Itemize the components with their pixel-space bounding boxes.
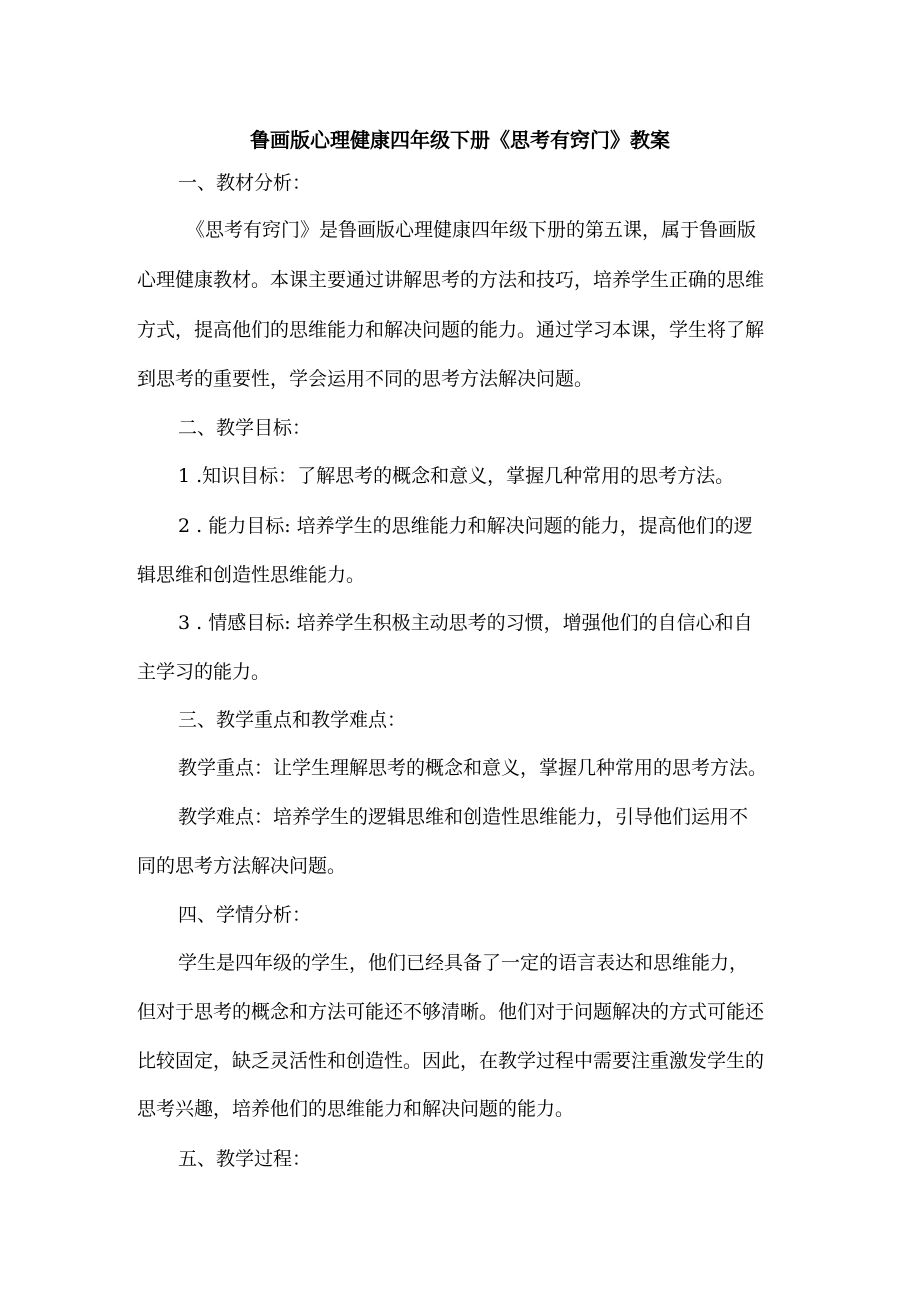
section-heading-teaching-process: 五、教学过程：	[178, 1148, 312, 1170]
paragraph-line: 但对于思考的概念和方法可能还不够清晰。他们对于问题解决的方式可能还	[137, 1001, 765, 1023]
paragraph-line: 到思考的重要性，学会运用不同的思考方法解决问题。	[137, 368, 594, 390]
difficulty-point-cont: 同的思考方法解决问题。	[137, 855, 347, 877]
goal-emotion-cont: 主学习的能力。	[137, 661, 271, 683]
paragraph-line: 心理健康教材。本课主要通过讲解思考的方法和技巧，培养学生正确的思维	[137, 269, 765, 291]
paragraph-line: 《思考有窍门》是鲁画版心理健康四年级下册的第五课，属于鲁画版	[186, 219, 757, 241]
key-point: 教学重点：让学生理解思考的概念和意义，掌握几种常用的思考方法。	[178, 757, 768, 779]
difficulty-point: 教学难点：培养学生的逻辑思维和创造性思维能力，引导他们运用不	[178, 806, 749, 828]
goal-ability-cont: 辑思维和创造性思维能力。	[137, 564, 366, 586]
section-heading-key-points: 三、教学重点和教学难点：	[178, 709, 407, 731]
paragraph-line: 学生是四年级的学生，他们已经具备了一定的语言表达和思维能力，	[178, 952, 749, 974]
paragraph-line: 思考兴趣，培养他们的思维能力和解决问题的能力。	[137, 1098, 575, 1120]
paragraph-line: 比较固定，缺乏灵活性和创造性。因此，在教学过程中需要注重激发学生的	[137, 1050, 765, 1072]
section-heading-materials: 一、教材分析：	[178, 172, 312, 194]
goal-emotion: 3 . 情感目标: 培养学生积极主动思考的习惯，增强他们的自信心和自	[178, 612, 753, 634]
goal-knowledge: 1 .知识目标：了解思考的概念和意义，掌握几种常用的思考方法。	[178, 465, 735, 487]
paragraph-line: 方式，提高他们的思维能力和解决问题的能力。通过学习本课，学生将了解	[137, 319, 765, 341]
document-title: 鲁画版心理健康四年级下册《思考有窍门》教案	[250, 128, 670, 152]
goal-ability: 2 . 能力目标: 培养学生的思维能力和解决问题的能力，提高他们的逻	[178, 515, 753, 537]
section-heading-learner-analysis: 四、学情分析：	[178, 904, 312, 926]
section-heading-goals: 二、教学目标：	[178, 417, 312, 439]
